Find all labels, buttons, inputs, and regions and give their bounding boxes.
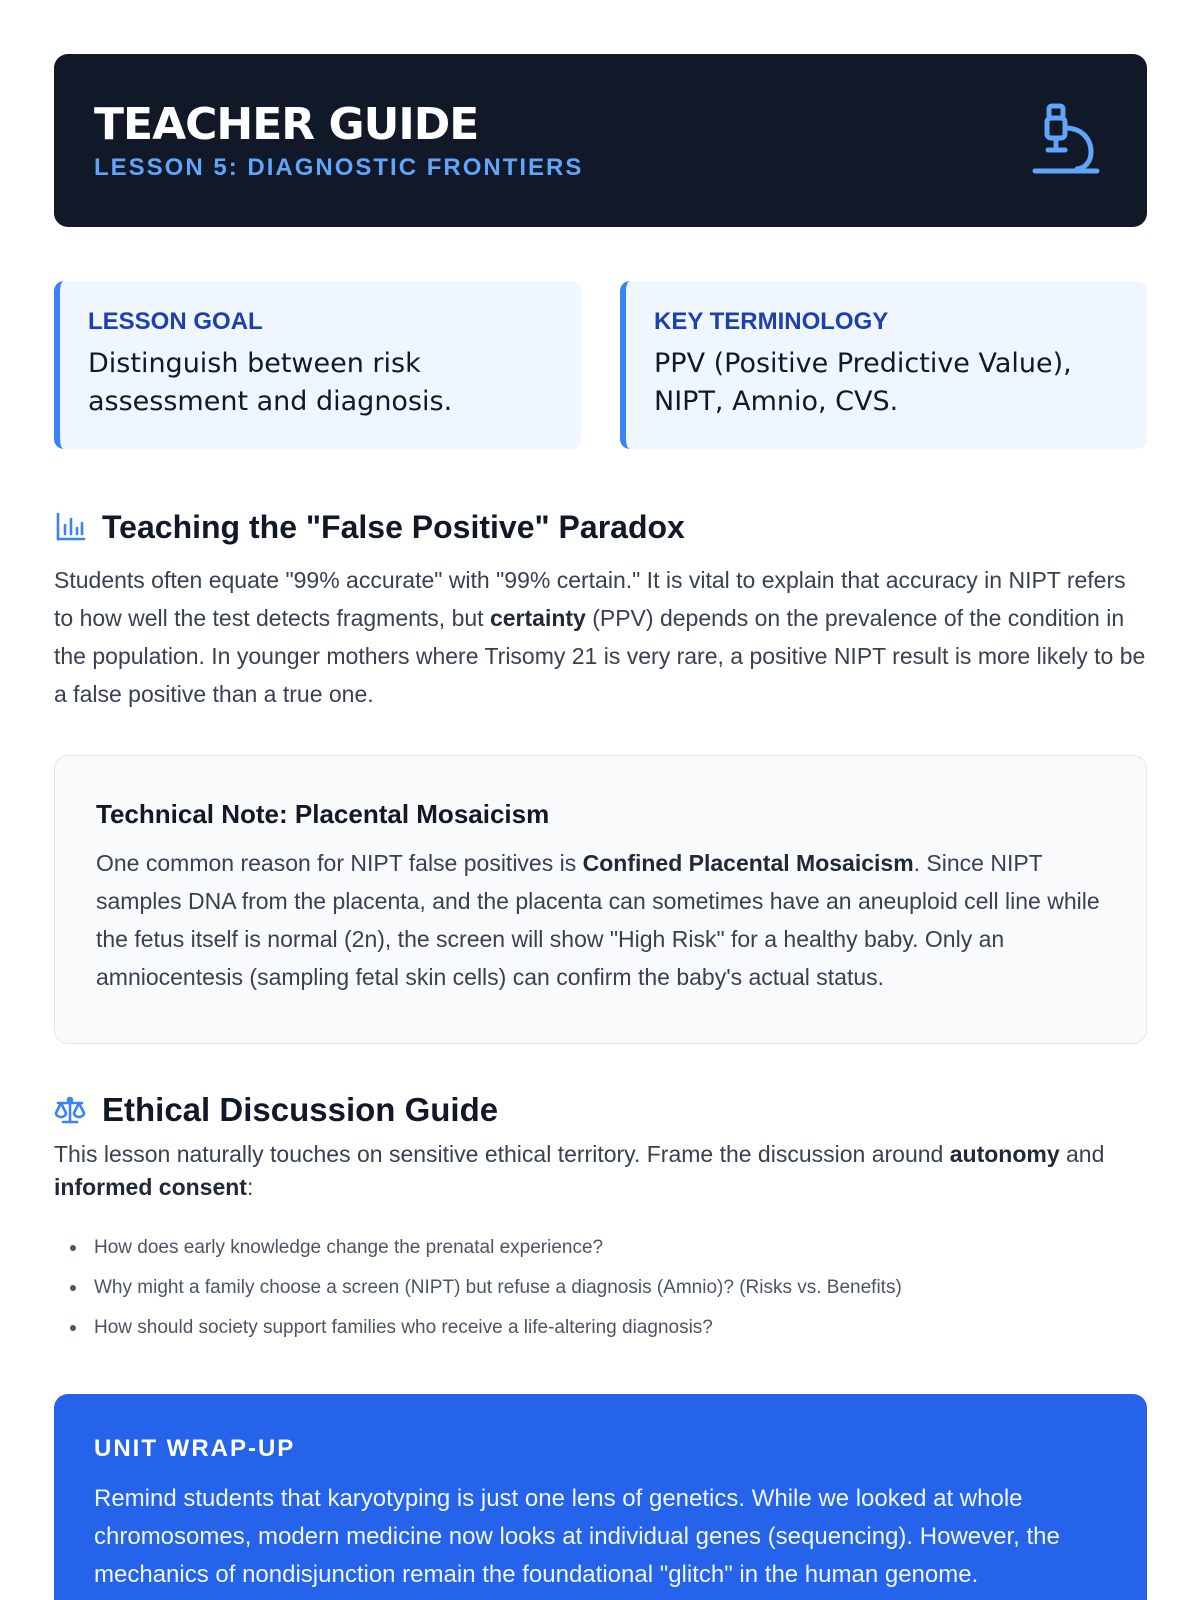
card-label: KEY TERMINOLOGY: [654, 308, 889, 335]
card-line: assessment and diagnosis.: [88, 386, 453, 417]
section-title: Ethical Discussion Guide: [102, 1091, 499, 1128]
bar-chart-icon: [54, 511, 86, 543]
scale-icon: [54, 1094, 86, 1126]
card-line: NIPT, Amnio, CVS.: [654, 386, 899, 417]
section-title: Teaching the "False Positive" Paradox: [102, 509, 685, 545]
paradox-section: [54, 507, 1147, 713]
microscope-icon: [1031, 102, 1103, 176]
card-line: PPV (Positive Predictive Value),: [654, 348, 1072, 379]
lesson-goal-card: [54, 281, 581, 449]
paradox-paragraph: Students often equate "99% accurate" with "99% certain." It is vital to explain that accuracy in NIPT refers to how well the test detects fragments, but certainty (PPV) depends on the prevalence of the condition in the population. In younger mothers where Trisomy 21 is very rare, a positive NIPT result is more likely to be a false positive than a true one.: [54, 567, 1146, 707]
guide-header: [54, 54, 1147, 227]
card-label: LESSON GOAL: [88, 308, 263, 335]
page-title: TEACHER GUIDE: [94, 99, 479, 150]
section-heading: [54, 1090, 1147, 1130]
list-item: Why might a family choose a screen (NIPT) but refuse a diagnosis (Amnio)? (Risks vs. Benefits): [68, 1268, 1147, 1308]
section-heading: [54, 507, 1147, 547]
list-item: How does early knowledge change the prenatal experience?: [68, 1228, 1147, 1268]
discussion-questions: [54, 1228, 1147, 1348]
unit-wrapup-box: [54, 1394, 1147, 1600]
wrapup-title: UNIT WRAP-UP: [94, 1435, 296, 1462]
ethics-section: [54, 1090, 1147, 1348]
emphasis-text: informed consent: [54, 1174, 247, 1200]
wrapup-paragraph: Remind students that karyotyping is just one lens of genetics. While we looked at whole chromosomes, modern medicine now looks at individual genes (sequencing). However, the mechanics of nondisjunction remain the foundational "glitch" in the human genome.: [94, 1485, 1060, 1588]
card-line: Distinguish between risk: [88, 348, 421, 379]
technical-note-box: [54, 755, 1147, 1044]
note-paragraph: One common reason for NIPT false positives is Confined Placental Mosaicism. Since NIPT samples DNA from the placenta, and the placenta can sometimes have an aneuploid cell line while the fetus itself is normal (2n), the screen will show "High Risk" for a healthy baby. Only an amniocentesis (sampling fetal skin cells) can confirm the baby's actual status.: [96, 850, 1100, 990]
emphasis-text: Confined Placental Mosaicism: [582, 850, 914, 876]
list-item: How should society support families who receive a life-altering diagnosis?: [68, 1308, 1147, 1348]
card-text: [654, 345, 1119, 421]
info-cards: [54, 281, 1147, 449]
lesson-subtitle: LESSON 5: DIAGNOSTIC FRONTIERS: [94, 154, 584, 181]
ethics-paragraph: This lesson naturally touches on sensitive ethical territory. Frame the discussion around autonomy and informed consent:: [54, 1141, 1105, 1200]
emphasis-text: autonomy: [949, 1141, 1060, 1167]
key-terminology-card: [620, 281, 1147, 449]
note-title: Technical Note: Placental Mosaicism: [96, 799, 550, 829]
emphasis-text: certainty: [489, 605, 586, 631]
card-text: [88, 345, 553, 421]
